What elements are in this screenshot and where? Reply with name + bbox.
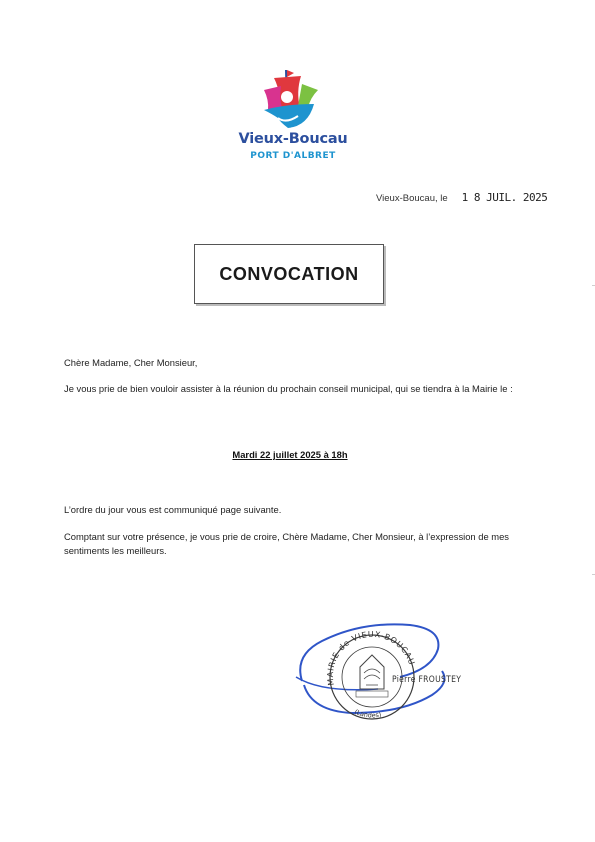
date-stamp: 1 8 JUIL. 2025: [461, 191, 548, 204]
document-title: CONVOCATION: [219, 263, 359, 284]
salutation: Chère Madame, Cher Monsieur,: [64, 357, 198, 368]
place-date-line: [376, 191, 547, 204]
svg-text:(Landes): [353, 708, 382, 720]
seal-text: MAIRIE de VIEUX-BOUCAU: [325, 629, 417, 687]
invitation-paragraph: Je vous prie de bien vouloir assister à la réunion du prochain conseil municipal, qui se tiendra à la Mairie le :: [64, 383, 513, 394]
title-box: [194, 244, 384, 304]
meeting-date: Mardi 22 juillet 2025 à 18h: [232, 449, 348, 460]
logo-town-name: Vieux-Boucau: [238, 131, 348, 147]
agenda-note: L’ordre du jour vous est communiqué page suivante.: [64, 504, 282, 515]
signatory-name: Pierre FROUSTEY: [392, 675, 462, 685]
logo-subtitle: PORT D'ALBRET: [250, 151, 336, 161]
place-date-label: Vieux-Boucau, le: [376, 193, 448, 204]
closing-paragraph: Comptant sur votre présence, je vous prie de croire, Chère Madame, Cher Monsieur, à l’expression de mes sentiments les meilleurs.: [64, 531, 509, 556]
seal-bottom-text: (Landes): [353, 707, 383, 720]
